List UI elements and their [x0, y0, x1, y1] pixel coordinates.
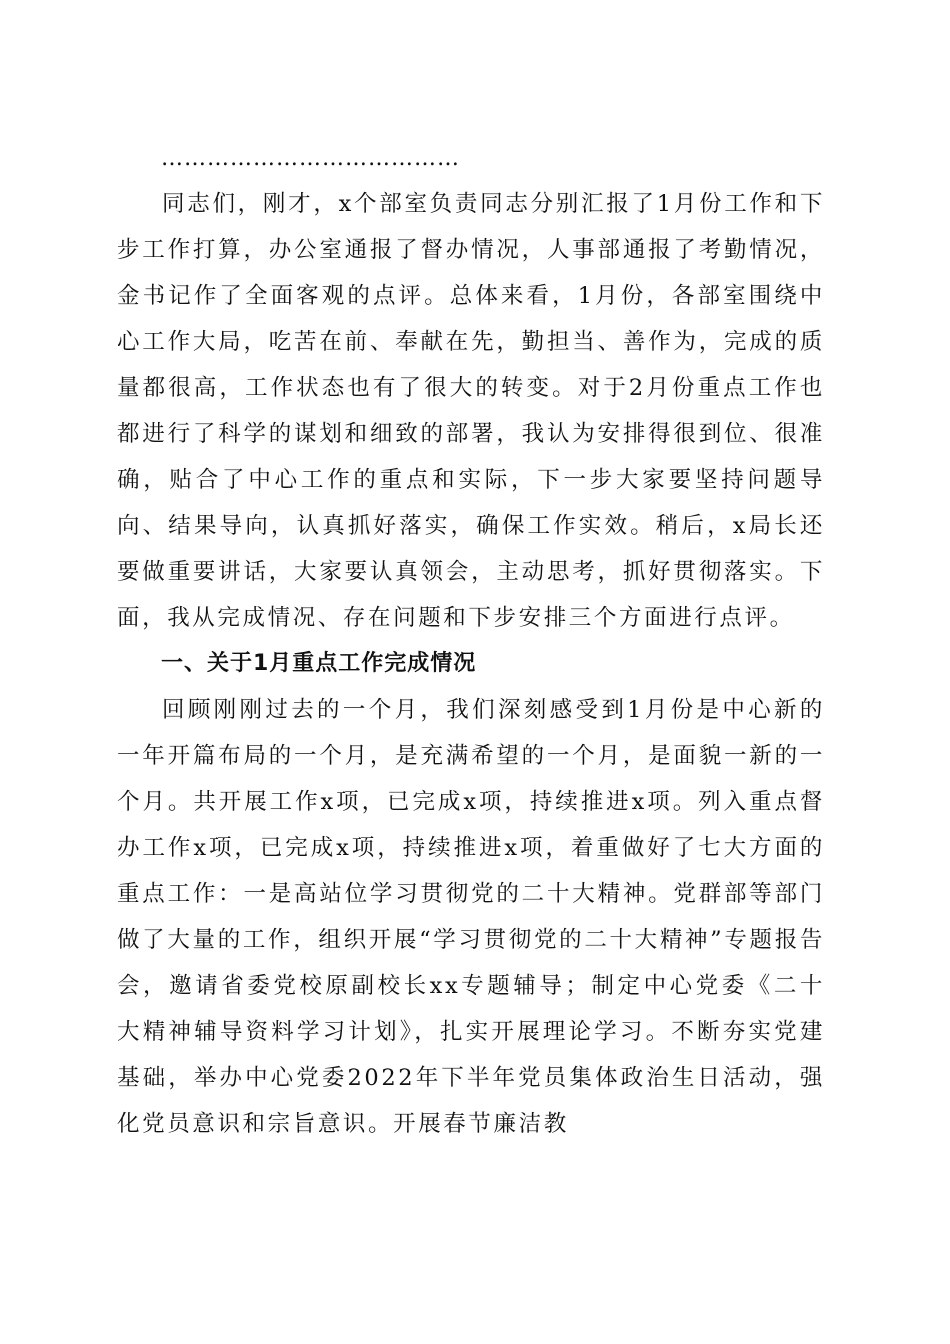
paragraph-review: 回顾刚刚过去的一个月，我们深刻感受到1月份是中心新的一年开篇布局的一个月，是充满希望的一个月，是面貌一新的一个月。共开展工作x项，已完成x项，持续推进x项。列入重点督办工作x项，已完成x项，持续推进x项，着重做好了七大方面的重点工作：一是高站位学习贯彻党的二十大精神。党群部等部门做了大量的工作，组织开展“学习贯彻党的二十大精神”专题报告会，邀请省委党校原副校长xx专题辅导；制定中心党委《二十大精神辅导资料学习计划》，扎实开展理论学习。不断夯实党建基础，举办中心党委2022年下半年党员集体政治生日活动，强化党员意识和宗旨意识。开展春节廉洁教: [117, 697, 825, 1137]
document-body: [117, 137, 825, 1147]
section-heading: 一、关于1月重点工作完成情况: [161, 651, 477, 676]
ellipsis-line: …………………………………: [161, 146, 460, 171]
paragraph-intro: 同志们，刚才，x个部室负责同志分别汇报了1月份工作和下步工作打算，办公室通报了督办情况，人事部通报了考勤情况，金书记作了全面客观的点评。总体来看，1月份，各部室围绕中心工作大局，吃苦在前、奉献在先，勤担当、善作为，完成的质量都很高，工作状态也有了很大的转变。对于2月份重点工作也都进行了科学的谋划和细致的部署，我认为安排得很到位、很准确，贴合了中心工作的重点和实际，下一步大家要坚持问题导向、结果导向，认真抓好落实，确保工作实效。稍后，x局长还要做重要讲话，大家要认真领会，主动思考，抓好贯彻落实。下面，我从完成情况、存在问题和下步安排三个方面进行点评。: [117, 191, 825, 631]
